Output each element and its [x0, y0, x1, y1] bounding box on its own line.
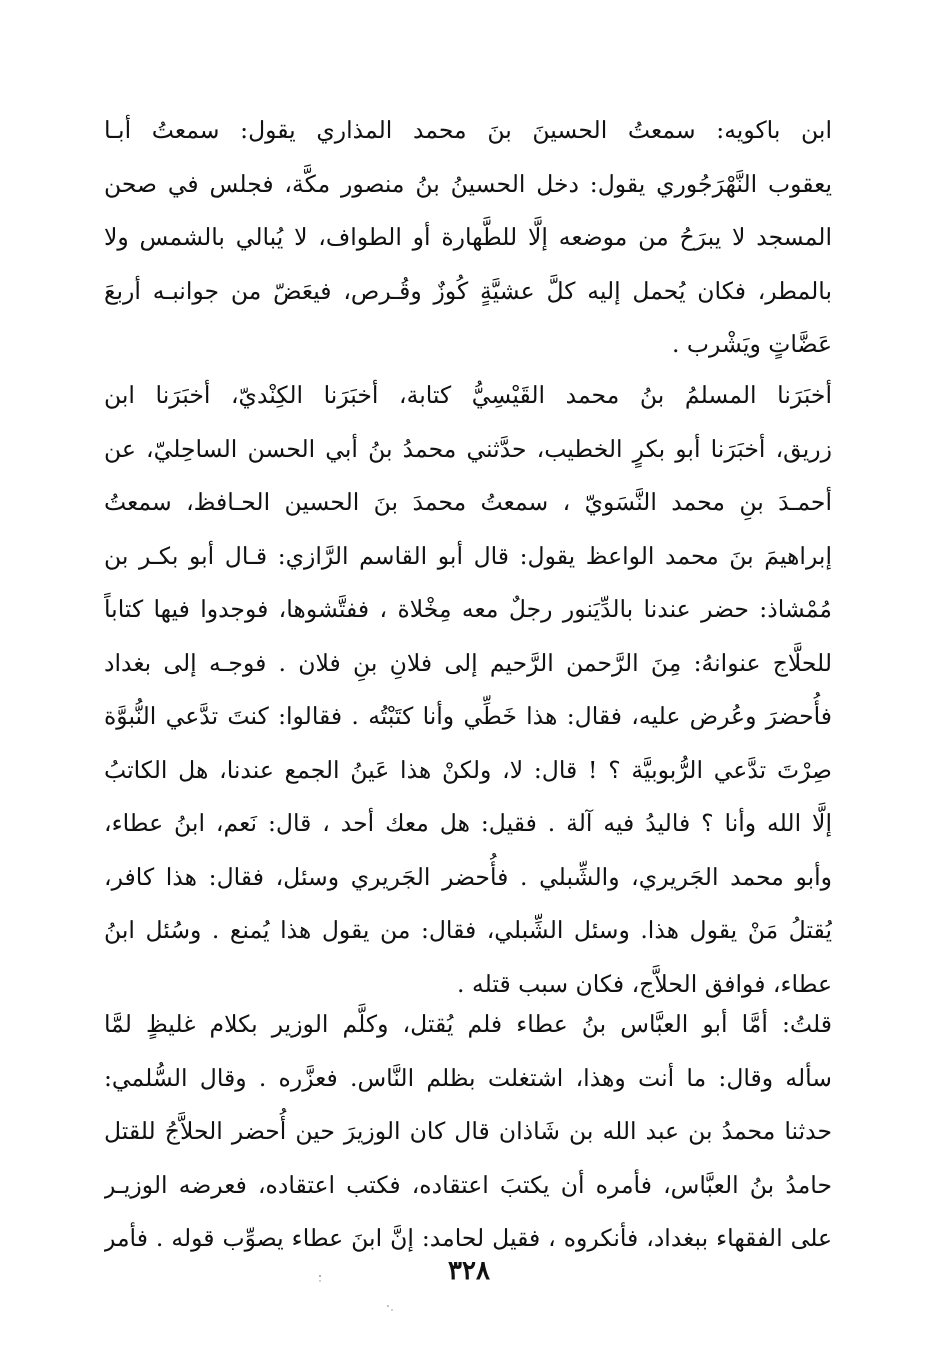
- text-line: على الفقهاء ببغداد، فأنكروه ، فقيل لحامد: إنَّ ابنَ عطاء يصوِّب قوله . فأمر: [104, 1224, 832, 1252]
- text-line: أخبَرَنا المسلمُ بنُ محمد القَيْسِيُّ كتابة، أخبَرَنا الكِنْديّ، أخبَرَنا ابن: [104, 381, 832, 409]
- paragraph-2: [104, 369, 832, 1011]
- text-line: صِرْتَ تدَّعي الرُّبوبيَّة ؟ ! قال: لا، ولكنْ هذا عَينُ الجمع عندنا، هل الكاتبُ: [104, 755, 832, 784]
- text-line: يعقوب النَّهْرَجُوري يقول: دخل الحسينُ بنُ منصور مكَّة، فجلس في صحن: [104, 169, 832, 198]
- text-line: حامدُ بنُ العبَّاس، فأمره أن يكتبَ اعتقاده، فكتب اعتقاده، فعرضه الوزيـر: [104, 1170, 832, 1199]
- text-line: أحمـدَ بنِ محمد النَّسَويّ ، سمعتُ محمدَ بنَ الحسين الحـافظ، سمعتُ: [104, 488, 832, 516]
- text-line: زريق، أخبَرَنا أبو بكرٍ الخطيب، حدَّثني محمدُ بنُ أبي الحسن الساحِليّ، عن: [104, 434, 832, 463]
- text-line: للحلَّاج عنوانهُ: مِنَ الرَّحمن الرَّحيم إلى فلانِ بنِ فلان . فوجـه إلى بغداد: [104, 648, 832, 677]
- text-line: مُمْشاذ: حضر عندنا بالدِّيَنور رجلٌ معه مِخْلاة ، ففتَّشوها، فوجدوا فيها كتاباً: [104, 595, 832, 623]
- text-line: ابن باكويه: سمعتُ الحسينَ بنَ محمد المذاري يقول: سمعتُ أبـا: [104, 116, 832, 144]
- text-line: عطاء، فوافق الحلاَّج، فكان سبب قتله .: [457, 969, 832, 998]
- text-line: حدثنا محمدُ بن عبد الله بن شَاذان قال كان الوزيرَ حين أُحضر الحلاَّجُ للقتل: [104, 1117, 832, 1145]
- text-line: عَضَّاتٍ ويَشْرب .: [671, 330, 832, 358]
- page-number: ٣٢٨: [448, 1256, 490, 1286]
- text-line: إلَّا الله وأنا ؟ فاليدُ فيه آلة . فقيل: هل معك أحد ، قال: نَعم، ابنُ عطاء،: [104, 809, 832, 837]
- paragraph-1: [104, 104, 832, 372]
- paragraph-3: [104, 998, 832, 1266]
- text-line: سأله وقال: ما أنت وهذا، اشتغلت بظلم النَّاس. فعزَّره . وقال السُّلمي:: [104, 1063, 832, 1092]
- text-line: يُقتلُ مَنْ يقول هذا. وسئل الشِّبلي، فقال: من يقول هذا يُمنع . وسُئل ابنُ: [104, 916, 832, 944]
- text-line: وأبو محمد الجَريري، والشِّبلي . فأُحضر الجَريري وسئل، فقال: هذا كافر،: [104, 862, 832, 891]
- text-line: فأُحضرَ وعُرض عليه، فقال: هذا خَطِّي وأنا كتَبْتُه . فقالوا: كنتَ تدَّعي النُّبوَّة: [104, 702, 832, 730]
- text-line: قلتُ: أمَّا أبو العبَّاس بنُ عطاء فلم يُقتل، وكلَّم الوزير بكلام غليظٍ لمَّا: [104, 1010, 832, 1038]
- text-line: إبراهيمَ بنَ محمد الواعظ يقول: قال أبو القاسم الرَّازي: قـال أبو بكـر بن: [104, 541, 832, 570]
- scan-specks: [310, 1268, 410, 1328]
- text-line: المسجد لا يبرَحُ من موضعه إلَّا للطَّهارة أو الطواف، لا يُبالي بالشمس ولا: [104, 223, 832, 251]
- text-line: بالمطر، فكان يُحمل إليه كلَّ عشيَّةٍ كُوزٌ وقُـرص، فيعَضّ من جوانبـه أربعَ: [104, 276, 832, 305]
